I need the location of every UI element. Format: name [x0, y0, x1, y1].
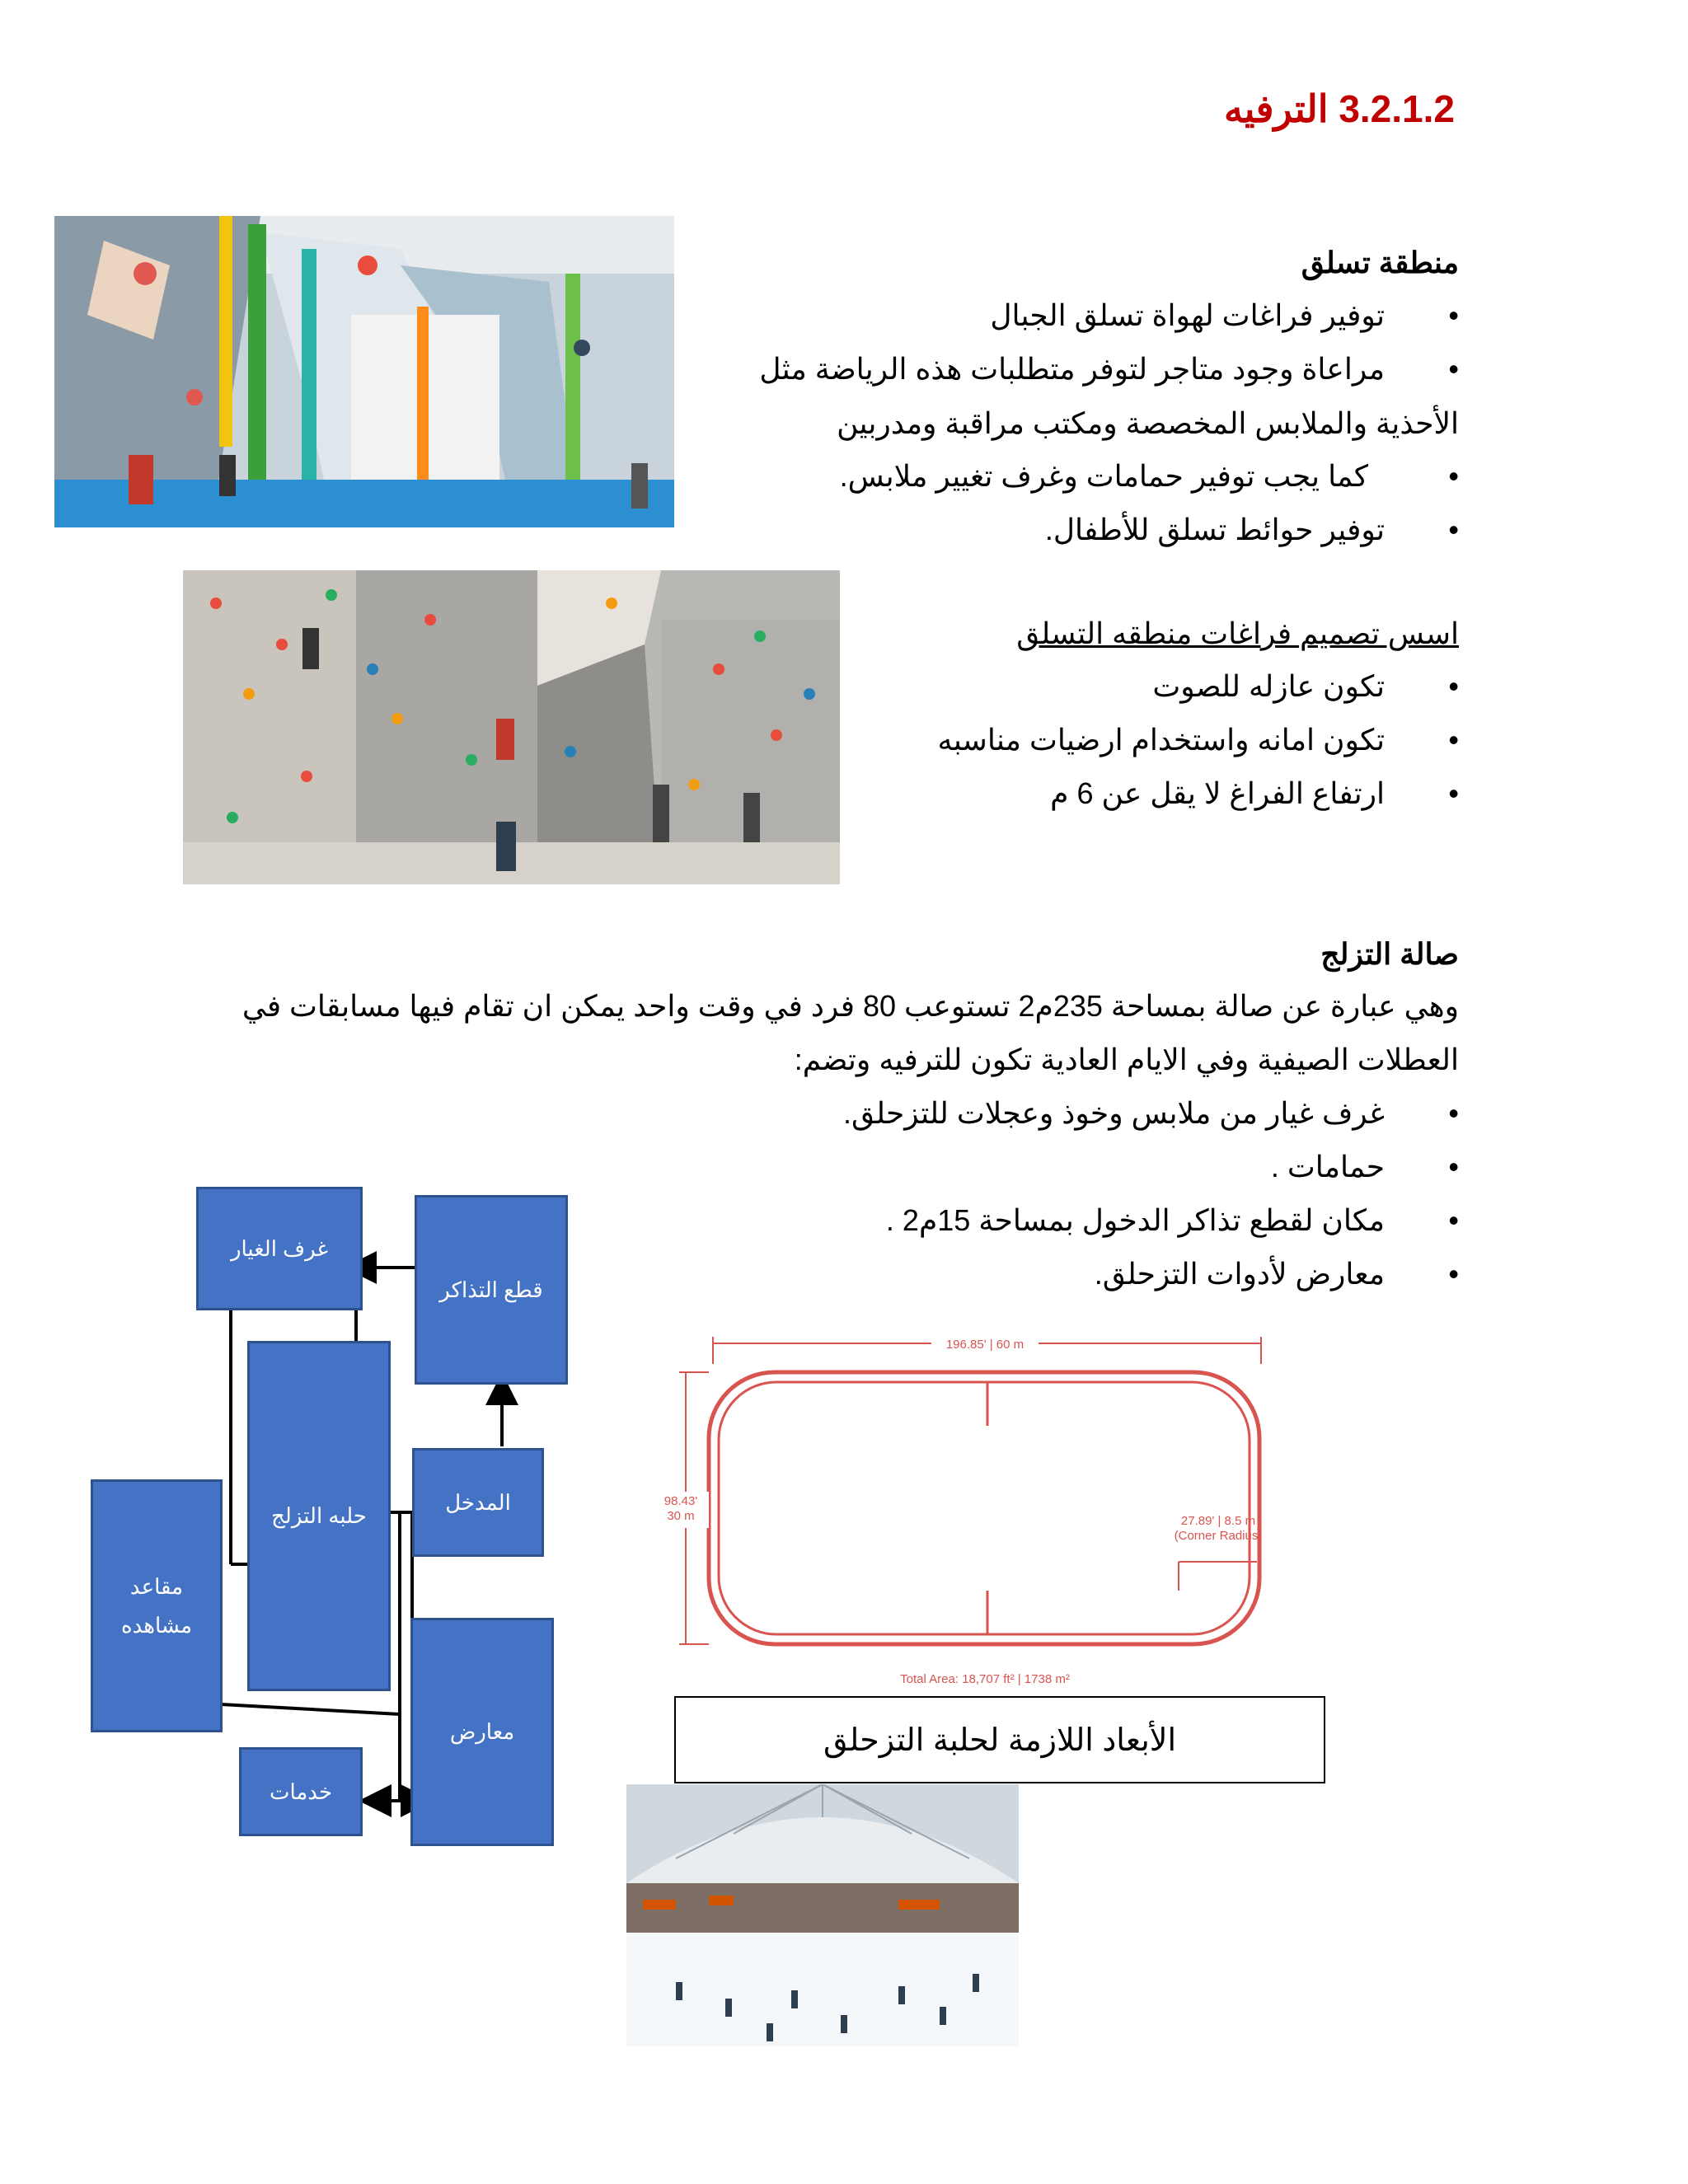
- bullet-dot: •: [1448, 1257, 1459, 1291]
- climbing-bullet: • توفير حوائط تسلق للأطفال.: [1044, 513, 1459, 546]
- skating-bullet: • حمامات .: [1270, 1150, 1459, 1183]
- rink-width-m-label: 30 m: [667, 1509, 695, 1523]
- skating-bullet: • غرف غيار من ملابس وخوذ وعجلات للتزحلق.: [843, 1096, 1459, 1130]
- skating-paragraph-line-2: العطلات الصيفية وفي الايام العادية تكون للترفيه وتضم:: [794, 1043, 1459, 1076]
- skating-hall-title: صالة التزلج: [1320, 937, 1459, 971]
- bullet-dot: •: [1448, 1096, 1459, 1130]
- changing-rooms-box: غرف الغيار: [196, 1187, 363, 1310]
- bullet-dot: •: [1448, 669, 1459, 703]
- rink-width-ft-label: 98.43': [663, 1494, 698, 1508]
- bullet-dot: •: [1448, 513, 1459, 546]
- climbing-bullet: • توفير فراغات لهواة تسلق الجبال: [990, 298, 1459, 332]
- design-bullet: • تكون امانه واستخدام ارضيات مناسبه: [937, 723, 1459, 757]
- corner-radius-label: (Corner Radius): [1174, 1529, 1263, 1543]
- rink-dimensions-drawing: [651, 1327, 1278, 1698]
- climbing-bullet-continuation: الأحذية والملابس المخصصة ومكتب مراقبة ومدربين: [837, 406, 1459, 440]
- design-bullet: • ارتفاع الفراغ لا يقل عن 6 م: [1050, 776, 1459, 810]
- corner-radius-value: 27.89' | 8.5 m: [1180, 1514, 1256, 1528]
- skating-bullet: • معارض لأدوات التزحلق.: [1094, 1257, 1459, 1291]
- exhibitions-box: معارض: [410, 1618, 554, 1846]
- bullet-dot: •: [1448, 1150, 1459, 1183]
- seats-label-line-1: مقاعد: [129, 1573, 184, 1599]
- skating-rink-box: حلبه التزلج: [247, 1341, 391, 1691]
- rink-length-label: 196.85' | 60 m: [945, 1338, 1025, 1352]
- climbing-area-title: منطقة تسلق: [1301, 246, 1459, 279]
- rink-total-area: Total Area: 18,707 ft² | 1738 m²: [900, 1672, 1070, 1686]
- spectator-seats-box: [91, 1479, 223, 1732]
- skating-paragraph-line-1: وهي عبارة عن صالة بمساحة 235م2 تستوعب 80 فرد في وقت واحد يمكن ان تقام فيها مسابقات في: [241, 989, 1459, 1023]
- design-bullet: • تكون عازله للصوت: [1152, 669, 1459, 703]
- bullet-dot: •: [1448, 298, 1459, 332]
- design-basis-title: اسس تصميم فراغات منطقه التسلق: [1016, 616, 1459, 650]
- bullet-dot: •: [1448, 723, 1459, 757]
- bullet-dot: •: [1448, 352, 1459, 386]
- tickets-box: قطع التذاكر: [415, 1195, 568, 1385]
- bullet-dot: •: [1448, 1203, 1459, 1237]
- climbing-bullet: • كما يجب توفير حمامات وغرف تغيير ملابس.: [839, 459, 1459, 493]
- entrance-box: المدخل: [412, 1448, 544, 1557]
- rink-dimensions-caption: الأبعاد اللازمة لحلبة التزحلق: [674, 1696, 1325, 1783]
- section-heading: 3.2.1.2 الترفيه: [1223, 87, 1455, 130]
- climbing-bullet: • مراعاة وجود متاجر لتوفر متطلبات هذه الرياضة مثل: [759, 352, 1459, 386]
- seats-label-line-2: مشاهده: [120, 1612, 193, 1638]
- bullet-dot: •: [1448, 459, 1459, 493]
- ice-rink-photo: [626, 1784, 1019, 2046]
- services-box: خدمات: [239, 1747, 363, 1836]
- bullet-dot: •: [1448, 776, 1459, 810]
- skating-bullet: • مكان لقطع تذاكر الدخول بمساحة 15م2 .: [885, 1203, 1459, 1237]
